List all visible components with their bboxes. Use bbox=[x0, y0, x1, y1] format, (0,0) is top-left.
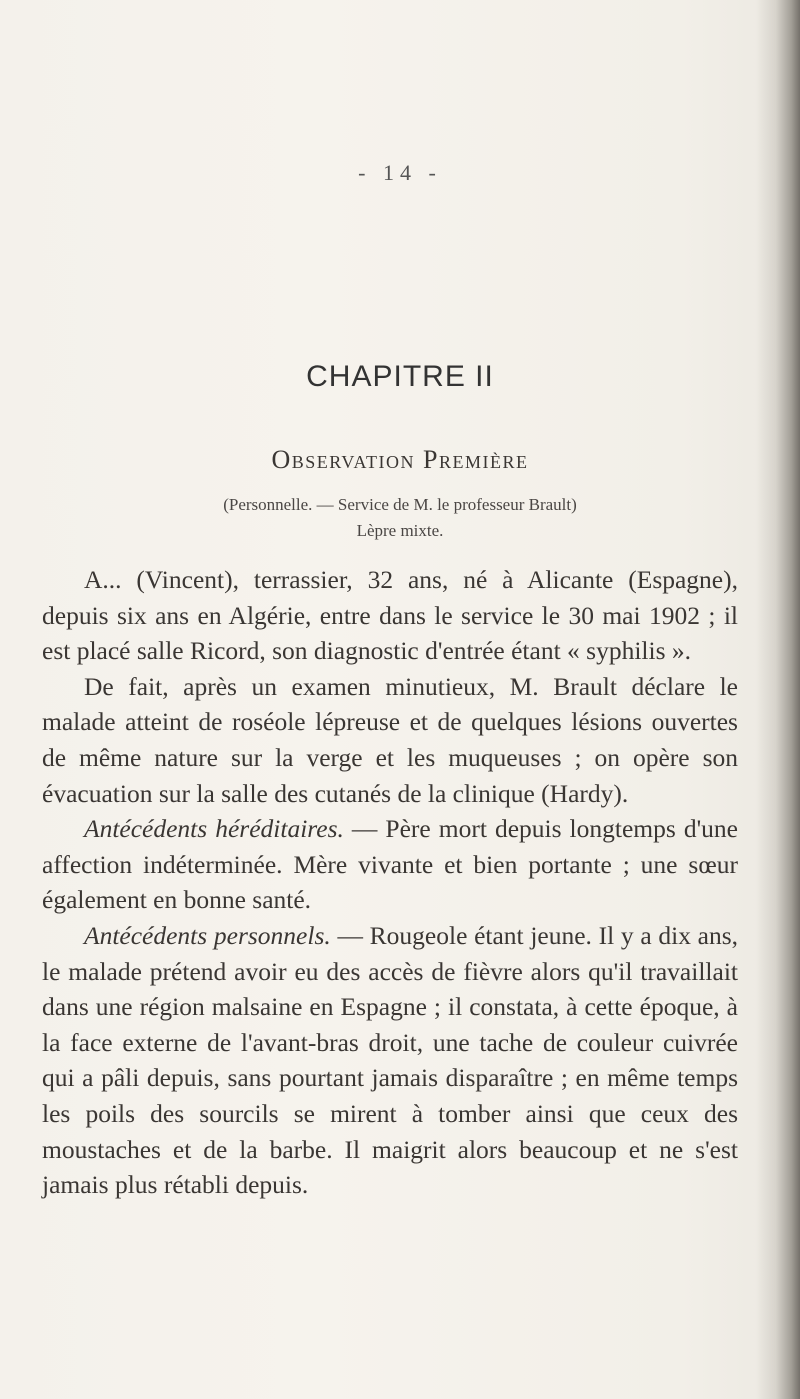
paragraph-text: — Père mort depuis longtemps d'une affection indéterminée. Mère vivante et bien portante ; une sœur également en bonne santé. bbox=[42, 814, 738, 915]
paragraph bbox=[42, 669, 738, 811]
observation-subtitle: (Personnelle. — Service de M. le professeur Brault) bbox=[223, 495, 577, 514]
section-heading-heredity: Antécédents héréditaires. bbox=[84, 814, 344, 844]
page-number: - 14 - bbox=[358, 160, 442, 185]
paragraph bbox=[42, 918, 738, 1203]
section-heading-personal: Antécédents personnels. bbox=[84, 920, 331, 950]
body-text bbox=[42, 562, 738, 1203]
paragraph-text: A... (Vincent), terrassier, 32 ans, né à Alicante (Espagne), depuis six ans en Algérie, entre dans le service le 30 mai 1902 ; il est placé salle Ricord, son diagnostic d'entrée étant « syphilis ». bbox=[42, 565, 738, 666]
paragraph-text: De fait, après un examen minutieux, M. Brault déclare le malade atteint de roséole lépreuse et de quelques lésions ouvertes de même nature sur la verge et les muqueuses ; on opère son évacuation sur la salle des cutanés de la clinique (Hardy). bbox=[42, 671, 738, 808]
page-edge-shadow bbox=[756, 0, 800, 1399]
paragraph bbox=[42, 562, 738, 669]
chapter-title: CHAPITRE II bbox=[306, 360, 494, 393]
observation-diagnosis: Lèpre mixte. bbox=[356, 521, 444, 540]
paragraph-text: — Rougeole étant jeune. Il y a dix ans, le malade prétend avoir eu des accès de fièvre alors qu'il travaillait dans une région malsaine en Espagne ; il constata, à cette époque, à la face externe de l'avant-bras droit, une tache de couleur cuivrée qui a pâli depuis, sans pourtant jamais disparaître ; en même temps les poils des sourcils se mirent à tomber ainsi que ceux des moustaches et de la barbe. Il maigrit alors beaucoup et ne s'est jamais plus rétabli depuis. bbox=[42, 920, 739, 1200]
observation-title: Observation Première bbox=[271, 445, 529, 474]
paragraph bbox=[42, 811, 738, 918]
